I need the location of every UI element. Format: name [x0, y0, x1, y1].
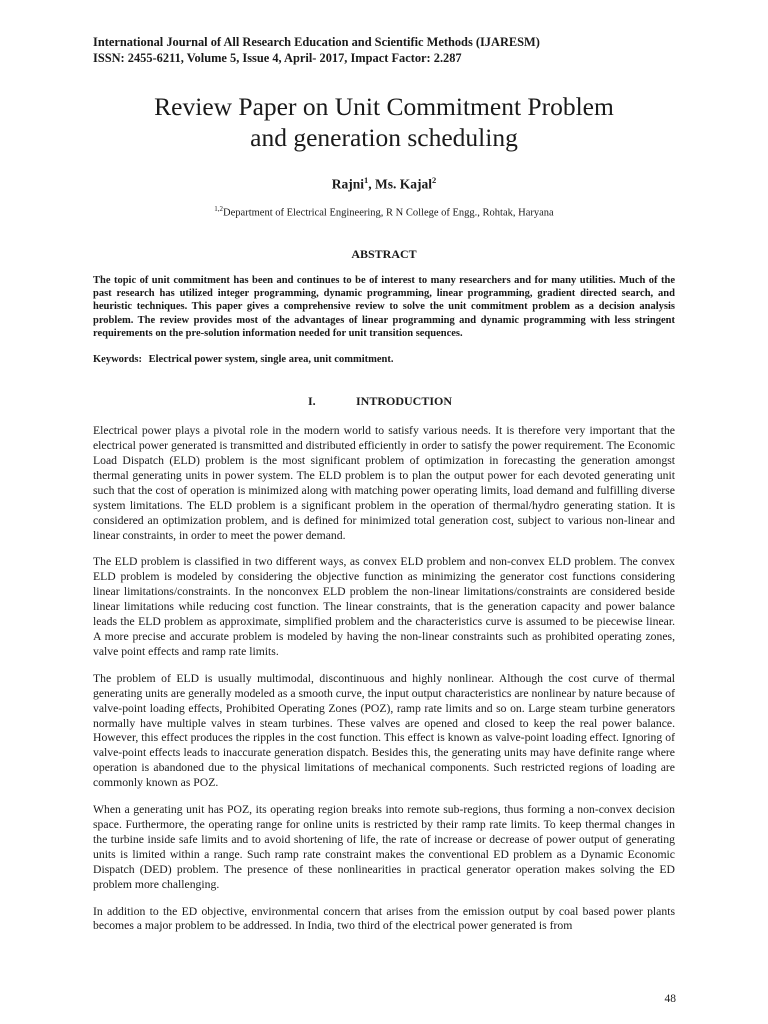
journal-header [93, 34, 675, 66]
keywords-label: Keywords: [93, 354, 142, 366]
page-number: 48 [664, 993, 676, 1005]
author-1-affiliation-mark: 1 [364, 175, 369, 185]
issn-line: ISSN: 2455-6211, Volume 5, Issue 4, April- 2017, Impact Factor: 2.287 [93, 51, 462, 65]
paragraph: When a generating unit has POZ, its operating region breaks into remote sub-regions, thus forming a non-convex decision space. Furthermore, the operating range for online units is restricted by their ramp rate limits. To keep thermal changes in the turbine inside safe limits and to avoid shortening of life, the rate of increase or decrease of power output of generating units is limited within a range. Such ramp rate constraint makes the conventional ED problem as a Dynamic Economic Dispatch (DED) problem. The presence of these nonlinearities in practical generator operation makes solving the ED problem more challenging. [93, 803, 675, 891]
affiliation-mark: 1,2 [214, 204, 224, 213]
paper-title [93, 91, 675, 153]
author-list [93, 171, 675, 194]
abstract-text: The topic of unit commitment has been and continues to be of interest to many researchers and for many utilities. Much of the past research has utilized integer programming, dynamic programming, linear programming, gradient directed search, and heuristic techniques. This paper gives a comprehensive review to solve the unit commitment problem as a decision analysis problem. The review provides most of the advantages of linear programming and dynamic programming with less stringent requirements on the pre-solution information needed for unit transition sequences. [93, 275, 675, 339]
paragraph: In addition to the ED objective, environmental concern that arises from the emission output by coal based power plants becomes a major problem to be addressed. In India, two third of the electrical power generated is from [93, 904, 675, 933]
keywords-text: Electrical power system, single area, unit commitment. [148, 354, 394, 366]
affiliation [93, 202, 675, 221]
author-2-affiliation-mark: 2 [432, 175, 437, 185]
section-number: I. [308, 394, 316, 409]
paragraph: The problem of ELD is usually multimodal, discontinuous and highly nonlinear. Although the cost curve of thermal generating units are generally modeled as a smooth curve, the input output characteristics are nonlinear by nature because of valve-point loading effects, Prohibited Operating Zones (POZ), ramp rate limits and so on. Large steam turbine generators normally have multiple valves in steam turbines. These valves are opened and closed to keep the real power balance. However, this effect produces the ripples in the cost function. This effect is known as valve-point loading effect. Ignoring of valve-point effects leads to inaccurate generation dispatch. Besides this, the generating units may have definite range where operation is abandoned due to the physical limitations of mechanical components. Such restricted regions of loading are commonly known as POZ. [93, 671, 675, 790]
section-heading-introduction [93, 393, 675, 409]
author-2: Ms. Kajal [375, 176, 432, 192]
author-1: Rajni [331, 176, 364, 192]
paragraph: The ELD problem is classified in two different ways, as convex ELD problem and non-convex ELD problem. The convex ELD problem is modeled by considering the objective function as minimizing the generator cost functions considering linear limitations/constraints. In the nonconvex ELD problem the non-linear limitations/constraints are considered beside linear limitations while reducing cost function. The linear constraints, that is the generation capacity and power balance leads the ELD problem as approximate, simplified problem and the characteristics curve is assumed to be piecewise linear. A more precise and accurate problem is modeled by having the non-linear constraints such as prohibited operating zones, valve point effects and ramp rate limits. [93, 555, 675, 658]
introduction-body [93, 424, 675, 934]
title-line-1: Review Paper on Unit Commitment Problem [154, 92, 614, 121]
affiliation-text: Department of Electrical Engineering, R N College of Engg., Rohtak, Haryana [223, 207, 554, 218]
title-line-2: and generation scheduling [250, 123, 518, 152]
abstract-heading: ABSTRACT [351, 247, 417, 261]
journal-name: International Journal of All Research Education and Scientific Methods (IJARESM) [93, 35, 540, 49]
paragraph: Electrical power plays a pivotal role in the modern world to satisfy various needs. It is therefore very important that the electrical power generated is transmitted and distributed efficiently in order to satisfy the power requirement. The Economic Load Dispatch (ELD) problem is the most significant problem of optimization in forecasting the generation amongst thermal generating units in power system. The ELD problem is to plan the output power for each devoted generating unit such that the cost of operation is minimized along with matching power operating limits, load demand and fulfilling diverse system limitations. The ELD problem is a significant problem in the operation of thermal/hydro generating station. It is considered an optimization problem, and is defined for minimized total generation cost, subject to various non-linear and linear constraints, in order to meet the power demand. [93, 424, 675, 542]
paper-page [93, 34, 675, 934]
keywords [93, 353, 675, 366]
section-title: INTRODUCTION [356, 394, 453, 409]
author-separator: , [368, 176, 375, 192]
